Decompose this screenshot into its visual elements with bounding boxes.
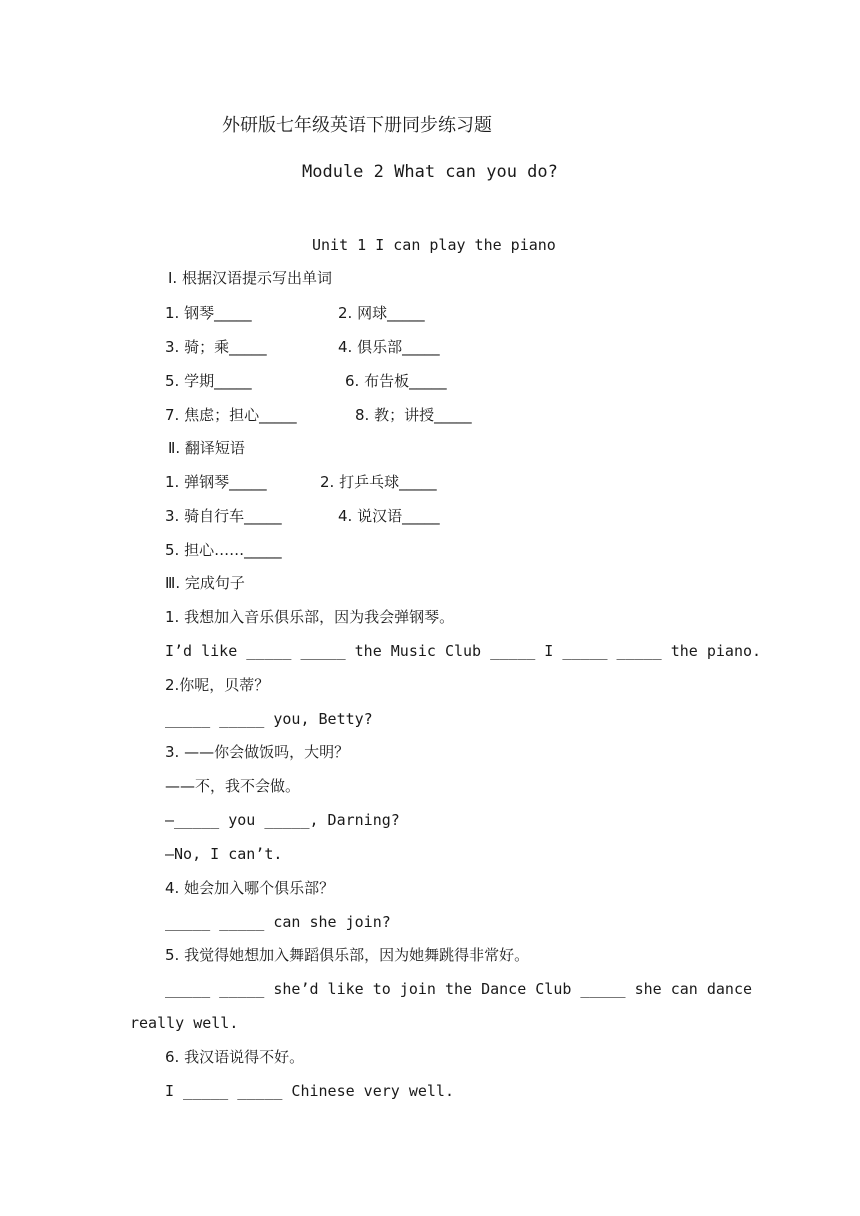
sentence-line: 5. 我觉得她想加入舞蹈俱乐部，因为她舞跳得非常好。 — [165, 946, 530, 964]
section1-item: 1. 钢琴_____ — [165, 304, 252, 322]
section2-item: 3. 骑自行车_____ — [165, 507, 282, 525]
section1-item: 8. 教；讲授_____ — [355, 406, 472, 424]
doc-title: 外研版七年级英语下册同步练习题 — [222, 115, 492, 136]
section3-heading: Ⅲ. 完成句子 — [165, 574, 245, 592]
sentence-line: 6. 我汉语说得不好。 — [165, 1048, 305, 1066]
sentence-line: 1. 我想加入音乐俱乐部，因为我会弹钢琴。 — [165, 608, 455, 626]
section1-item: 7. 焦虑；担心_____ — [165, 406, 297, 424]
sentence-line: —No, I can’t. — [165, 845, 283, 863]
sentence-line: —_____ you _____, Darning? — [165, 811, 400, 829]
sentence-line: 4. 她会加入哪个俱乐部？ — [165, 879, 335, 897]
module-title: Module 2 What can you do? — [302, 162, 558, 182]
sentence-line: 3. ——你会做饭吗，大明？ — [165, 743, 350, 761]
sentence-line: _____ _____ she’d like to join the Dance Club _____ she can dance — [165, 980, 752, 998]
section1-item: 4. 俱乐部_____ — [338, 338, 440, 356]
section2-item: 5. 担心……_____ — [165, 541, 282, 559]
sentence-line: ——不，我不会做。 — [165, 777, 301, 795]
sentence-line: _____ _____ you, Betty? — [165, 710, 373, 728]
section1-item: 5. 学期_____ — [165, 372, 252, 390]
section1-item: 2. 网球_____ — [338, 304, 425, 322]
sentence-line: _____ _____ can she join? — [165, 913, 391, 931]
unit-title: Unit 1 I can play the piano — [312, 236, 556, 254]
section2-item: 1. 弹钢琴_____ — [165, 473, 267, 491]
section1-heading: Ⅰ. 根据汉语提示写出单词 — [168, 269, 332, 287]
section2-item: 4. 说汉语_____ — [338, 507, 440, 525]
sentence-line: I’d like _____ _____ the Music Club _____ I _____ _____ the piano. — [165, 642, 762, 660]
section1-item: 3. 骑；乘_____ — [165, 338, 267, 356]
sentence-line: I _____ _____ Chinese very well. — [165, 1082, 454, 1100]
section2-heading: Ⅱ. 翻译短语 — [168, 439, 245, 457]
sentence-line: really well. — [130, 1014, 239, 1032]
sentence-line: 2.你呢，贝蒂？ — [165, 676, 270, 694]
section2-item: 2. 打乒乓球_____ — [320, 473, 437, 491]
section1-item: 6. 布告板_____ — [345, 372, 447, 390]
